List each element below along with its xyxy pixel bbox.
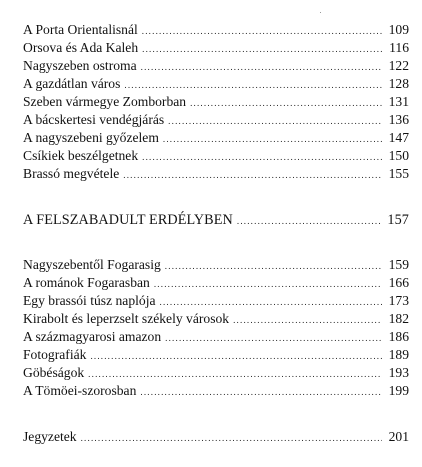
toc-entry-page: 186 — [388, 329, 409, 344]
toc-entry-title: Szeben vármegye Zomborban — [23, 94, 187, 109]
toc-entry-page: 173 — [388, 293, 409, 308]
toc-entry — [23, 76, 409, 92]
toc-entry — [23, 94, 409, 110]
dot-leader — [140, 384, 382, 400]
toc-entry — [23, 275, 409, 291]
toc-entry-page: 182 — [388, 311, 409, 326]
toc-entry-page: 131 — [388, 94, 409, 109]
toc-entry — [23, 112, 409, 128]
dot-leader — [160, 294, 382, 310]
toc-entry-page: 189 — [388, 347, 409, 362]
toc-entry-title: Orsova és Ada Kaleh — [23, 40, 139, 55]
toc-entry-page: 166 — [388, 275, 409, 290]
toc-entry-title: A nagyszebeni győzelem — [23, 130, 159, 145]
toc-entry-page: 193 — [388, 365, 409, 380]
dot-leader — [81, 430, 382, 446]
toc-entry-page: 201 — [388, 429, 409, 444]
toc-entry — [23, 166, 409, 182]
toc-entry-title: Nagyszebentől Fogarasig — [23, 257, 161, 272]
dot-leader — [141, 59, 382, 75]
dot-leader — [123, 167, 382, 183]
toc-entry — [23, 130, 409, 146]
toc-entry-title: Kirabolt és leperzselt székely városok — [23, 311, 230, 326]
dot-leader — [142, 149, 382, 165]
dot-leader — [142, 41, 382, 57]
toc-entry-title: Csíkiek beszélgetnek — [23, 148, 139, 163]
toc-entry — [23, 40, 409, 56]
toc-entry — [23, 383, 409, 399]
toc-entry-title: Jegyzetek — [23, 429, 77, 444]
toc-entry — [23, 311, 409, 327]
toc-entry — [23, 58, 409, 74]
dot-leader — [163, 131, 382, 147]
toc-entry — [23, 293, 409, 309]
toc-entry-page: 147 — [388, 130, 409, 145]
toc-entry-title: A százmagyarosi amazon — [23, 329, 162, 344]
toc-entry-title: Fotografiák — [23, 347, 87, 362]
toc-entry-title: A románok Fogarasban — [23, 275, 150, 290]
section-heading-page: 157 — [387, 212, 409, 228]
toc-entry — [23, 347, 409, 363]
toc-entry — [23, 329, 409, 345]
dot-leader — [90, 348, 382, 364]
toc-entry — [23, 365, 409, 381]
dot-leader — [88, 366, 382, 382]
dot-leader — [168, 113, 382, 129]
toc-entry-page: 159 — [388, 257, 409, 272]
dot-leader — [190, 95, 382, 111]
toc-entry — [23, 148, 409, 164]
toc-entry-page: 155 — [388, 166, 409, 181]
toc-entry-title: Brassó megvétele — [23, 166, 120, 181]
toc-entry-title: A Tömöei-szorosban — [23, 383, 137, 398]
toc-section-heading — [23, 212, 409, 228]
toc-entry-page: 136 — [388, 112, 409, 127]
dot-leader — [154, 276, 382, 292]
section-heading-title: A FELSZABADULT ERDÉLYBEN — [23, 212, 233, 228]
dot-leader — [124, 77, 382, 93]
toc-entry-page: 128 — [388, 76, 409, 91]
toc-entry-page: 150 — [388, 148, 409, 163]
dot-leader — [142, 23, 382, 39]
toc-entry-title: A bácskertesi vendégjárás — [23, 112, 165, 127]
toc-entry-notes — [23, 429, 409, 445]
dot-leader — [233, 312, 382, 328]
toc-entry-page: 109 — [388, 22, 409, 37]
toc-entry-title: Nagyszeben ostroma — [23, 58, 137, 73]
toc-entry — [23, 22, 409, 38]
print-speck — [320, 12, 321, 13]
toc-entry-title: A gazdátlan város — [23, 76, 121, 91]
dot-leader — [237, 213, 382, 229]
toc-entry — [23, 257, 409, 273]
toc-entry-page: 116 — [389, 40, 409, 55]
dot-leader — [165, 258, 382, 274]
toc-entry-title: Göbéságok — [23, 365, 85, 380]
dot-leader — [165, 330, 382, 346]
toc-entry-page: 122 — [388, 58, 409, 73]
toc-entry-title: A Porta Orientalisnál — [23, 22, 138, 37]
toc-entry-page: 199 — [388, 383, 409, 398]
toc-entry-title: Egy brassói túsz naplója — [23, 293, 156, 308]
